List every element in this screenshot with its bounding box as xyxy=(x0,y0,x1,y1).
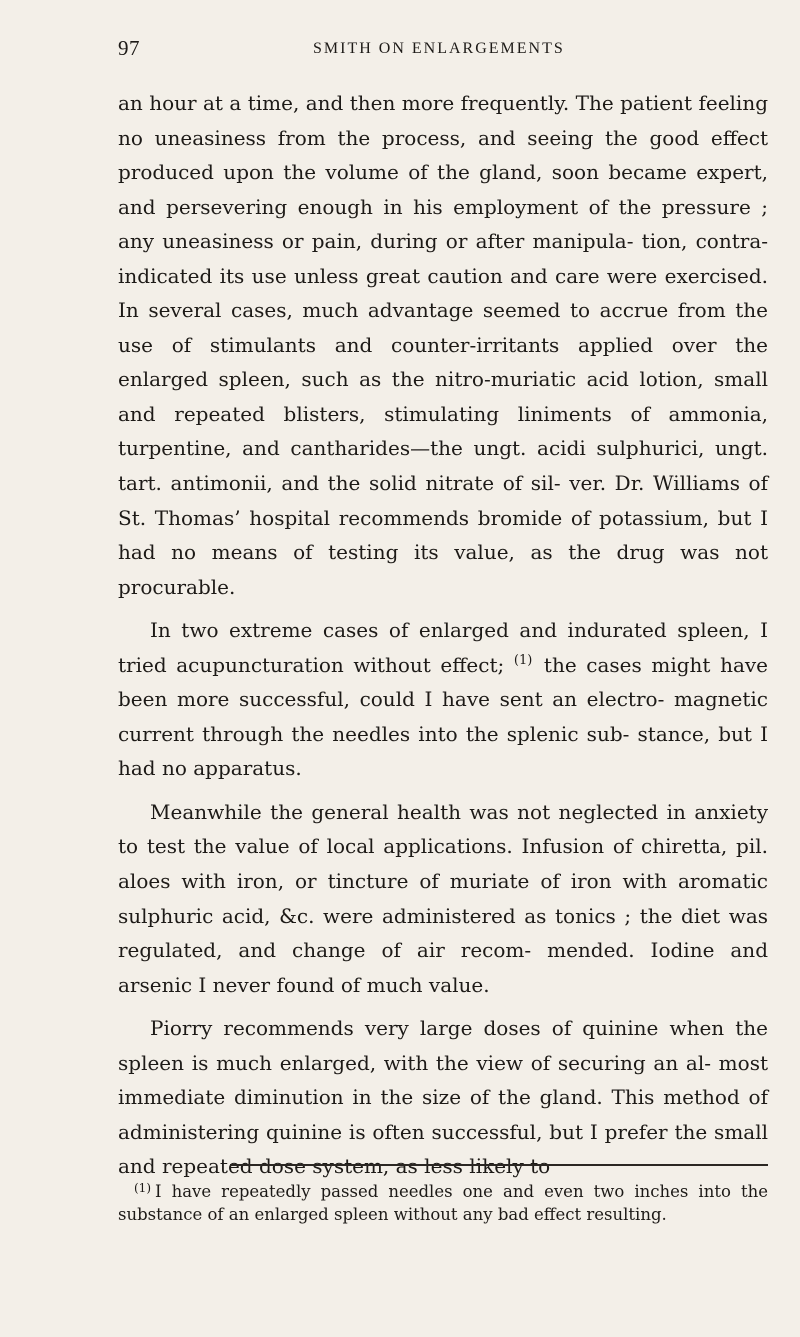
footnote-reference: (1) xyxy=(513,652,533,668)
page-header xyxy=(118,36,768,76)
paragraph-2-text-after: the cases might have been more successful, could I have sent an electro- magnetic current through the needles into the splenic sub- stance, but I had no apparatus. xyxy=(118,652,769,781)
footnote-text: I have repeatedly passed needles one and even two inches into the substance of an enlarged spleen without any bad effect resulting. xyxy=(118,1182,768,1224)
paragraph-1: an hour at a time, and then more frequently. The patient feeling no uneasiness from the process, and seeing the good effect produced upon the volume of the gland, soon became expert, and persevering enough in his employment of the pressure ; any uneasiness or pain, during or after manipula- tion, contra-indicated its use unless great caution and care were exercised. In several cases, much advantage seemed to accrue from the use of stimulants and counter-irritants applied over the enlarged spleen, such as the nitro-muriatic acid lotion, small and repeated blisters, stimulating liniments of ammonia, turpentine, and cantharides—the ungt. acidi sulphurici, ungt. tart. antimonii, and the solid nitrate of sil- ver. Dr. Williams of St. Thomas’ hospital recommends bromide of potassium, but I had no means of testing its value, as the drug was not procurable. xyxy=(118,91,768,599)
paragraph-2-text-before: In two extreme cases of enlarged and indurated spleen, I tried acupuncturation without effect; xyxy=(118,618,768,677)
footnote-mark: (1) xyxy=(134,1181,151,1195)
page-number: 97 xyxy=(118,36,140,60)
paragraph-3: Meanwhile the general health was not neglected in anxiety to test the value of local applications. Infusion of chiretta, pil. aloes with iron, or tincture of muriate of iron with aromatic sulphuric acid, &c. were administered as tonics ; the diet was regulated, and change of air recom- mended. Iodine and arsenic I never found of much value. xyxy=(118,799,768,997)
footnote xyxy=(118,1180,768,1226)
paragraph-2 xyxy=(118,613,768,786)
footnote-divider xyxy=(230,1164,768,1166)
paragraph-4: Piorry recommends very large doses of quinine when the spleen is much enlarged, with the view of securing an al- most immediate diminution in the size of the gland. This method of administering quinine is often successful, but I prefer the small and repeated dose system, as less likely to xyxy=(118,1016,768,1179)
body-text xyxy=(118,86,768,1184)
running-head: SMITH ON ENLARGEMENTS xyxy=(313,40,565,57)
